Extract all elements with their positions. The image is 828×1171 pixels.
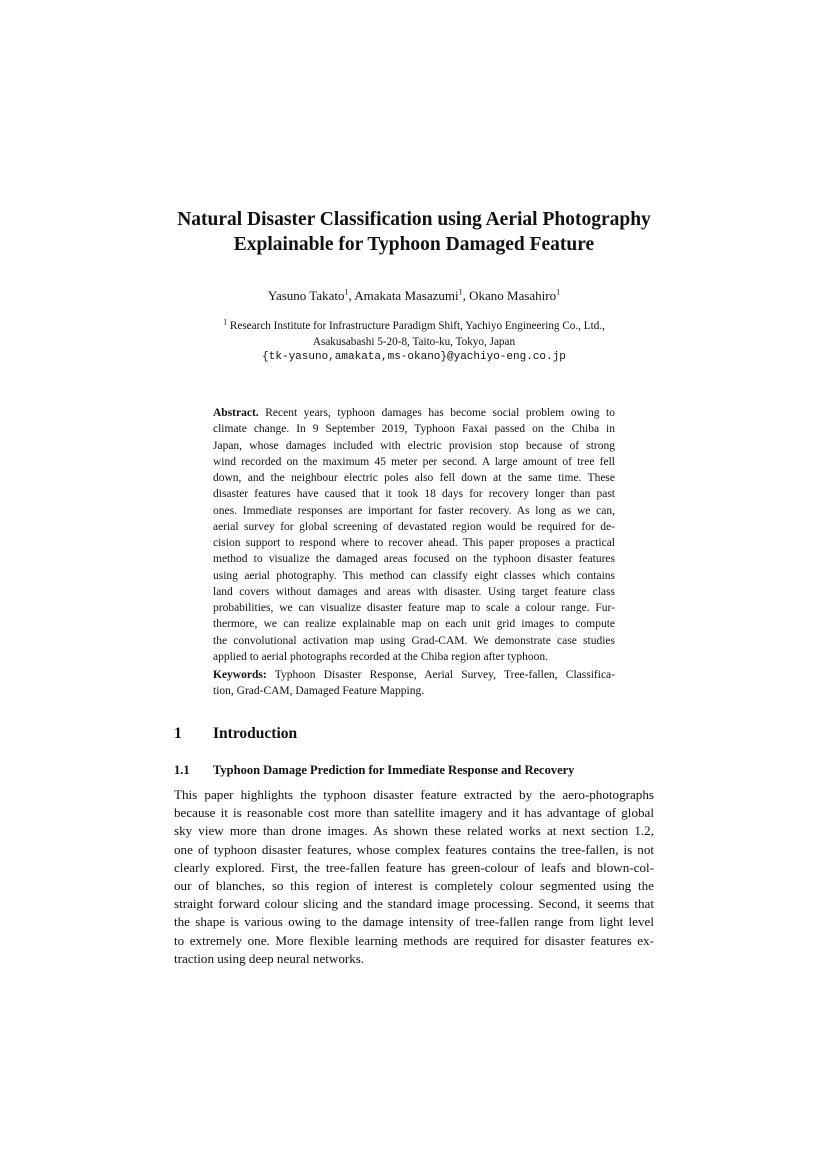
author-affil-mark: 1: [458, 287, 463, 297]
body-line: traction using deep neural networks.: [174, 950, 365, 966]
body-line: This paper highlights the typhoon disaster feature extracted by the aero-photographs: [174, 787, 654, 802]
abstract-label: Abstract.: [213, 407, 259, 419]
section-number: 1: [174, 725, 182, 742]
affil-mark: 1: [223, 317, 228, 327]
subsection-heading: [174, 762, 574, 778]
abstract-line: wind recorded on the maximum 45 meter per second. A large amount of tree fell: [213, 455, 615, 468]
author-affil-mark: 1: [556, 287, 561, 297]
abstract-line: land covers without damages and areas with disaster. Using target feature class: [213, 585, 615, 598]
abstract-line: disaster features have caused that it took 18 days for recovery longer than past: [213, 488, 615, 501]
abstract-line: probabilities, we can visualize disaster feature map to scale a colour range. Fur-: [213, 602, 615, 614]
body-line: one of typhoon disaster features, whose complex features contains the tree-fallen, is not: [174, 841, 654, 857]
author-list: [100, 288, 728, 304]
body-paragraph: [174, 786, 654, 968]
abstract-line: Japan, whose damages included with electric provision stop because of strong: [213, 439, 615, 452]
author-name: Amakata Masazumi: [354, 288, 459, 303]
abstract-line: method to visualize the damaged areas focused on the typhoon disaster features: [213, 553, 615, 566]
abstract-line: aerial survey for global screening of devastated region would be required for de-: [213, 520, 615, 533]
subsection-title: Typhoon Damage Prediction for Immediate Response and Recovery: [213, 763, 575, 777]
abstract-line: Recent years, typhoon damages has become social problem owing to: [258, 407, 615, 419]
body-line: clearly explored. First, the tree-fallen feature has green-colour of leafs and blown-col-: [174, 859, 654, 875]
body-line: the shape is various owing to the damage intensity of tree-fallen range from light level: [174, 914, 654, 930]
author-separator: ,: [462, 288, 470, 303]
abstract-line: down, and the neighbour electric poles also fell down at the same time. These: [213, 472, 615, 484]
body-line: sky view more than drone images. As shown these related works at next section 1.2,: [174, 823, 654, 839]
abstract-line: climate change. In 9 September 2019, Typhoon Faxai passed on the Chiba in: [213, 423, 615, 436]
abstract: [213, 405, 615, 665]
affiliation: [100, 319, 728, 366]
abstract-line: thermore, we can realize explainable map on each unit grid images to compute: [213, 618, 615, 631]
author-emails: {tk-yasuno,amakata,ms-okano}@yachiyo-eng.co.jp: [262, 351, 566, 363]
affil-line: Research Institute for Infrastructure Paradigm Shift, Yachiyo Engineering Co., Ltd.,: [227, 320, 605, 332]
keywords-line: tion, Grad-CAM, Damaged Feature Mapping.: [213, 685, 425, 698]
subsection-number: 1.1: [174, 763, 190, 777]
abstract-line: cision support to respond where to recover ahead. This paper proposes a practical: [213, 537, 615, 549]
section-heading: [174, 724, 297, 744]
abstract-line: the convolutional activation map using Grad-CAM. We demonstrate case studies: [213, 634, 615, 647]
body-line: to extremely one. More flexible learning methods are required for disaster features ex-: [174, 932, 654, 948]
author-affil-mark: 1: [344, 287, 349, 297]
author-separator: ,: [348, 288, 355, 303]
paper-title: [100, 207, 728, 257]
keywords-label: Keywords:: [213, 669, 267, 681]
abstract-line: using aerial photography. This method can classify eight classes which contains: [213, 569, 615, 582]
body-line: our of blanches, so this region of interest is completely colour segmented using the: [174, 878, 654, 894]
abstract-line: ones. Immediate responses are important for faster recovery. As long as we can,: [213, 504, 615, 517]
section-title: Introduction: [213, 725, 298, 742]
keywords: [213, 667, 615, 700]
title-line: Natural Disaster Classification using Aerial Photography: [177, 209, 651, 230]
title-line: Explainable for Typhoon Damaged Feature: [233, 234, 595, 255]
body-line: because it is reasonable cost more than satellite imagery and it has advantage of global: [174, 805, 654, 821]
abstract-line: applied to aerial photographs recorded at the Chiba region after typhoon.: [213, 650, 548, 663]
author-name: Yasuno Takato: [267, 288, 345, 303]
keywords-line: Typhoon Disaster Response, Aerial Survey, Tree-fallen, Classifica-: [266, 669, 615, 681]
body-line: straight forward colour slicing and the standard image processing. Second, it seems that: [174, 896, 654, 912]
author-name: Okano Masahiro: [469, 288, 557, 303]
affil-line: Asakusabashi 5-20-8, Taito-ku, Tokyo, Japan: [312, 335, 516, 348]
